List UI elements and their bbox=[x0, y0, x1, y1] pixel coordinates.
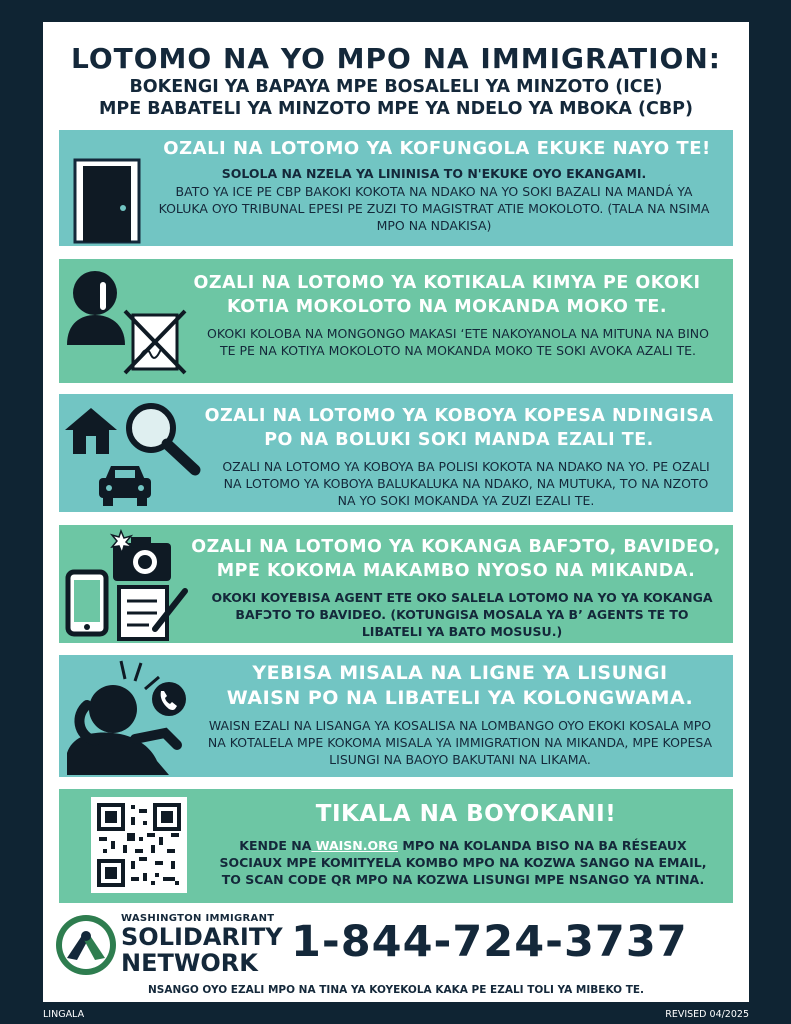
section-right-to-record bbox=[59, 525, 733, 643]
heading-line-2: PO NA BOLUKI SOKI MANDA EZALI TE. bbox=[264, 430, 654, 450]
body-suffix: MPO NA KOLANDA BISO NA BA RÉSEAUX SOCIAUX MPE KOMITYELA KOMBO MPO NA KOZWA SANGO NA EMAIL, TO SCAN CODE QR MPO NA KOZWA LISUNGI MPE NSANGO YA NTINA. bbox=[219, 838, 707, 887]
heading-line-1: OZALI NA LOTOMO YA KOBOYA KOPESA NDINGISA bbox=[204, 406, 714, 426]
page-subtitle bbox=[43, 76, 749, 120]
subtitle-line-1: BOKENGI YA BAPAYA MPE BOSALELI YA MINZOTO (ICE) bbox=[129, 77, 663, 97]
hotline-caller-icon bbox=[65, 657, 205, 775]
section-body: OZALI NA LOTOMO YA KOBOYA BA POLISI KOKOTA NA NDAKO NA YO. PE OZALI NA LOTOMO YA KOBOYA BALUKALUKA NA NDAKO, NA MUTUKA, TO NA NZOTO NA YO SOKI MOKANDA YA ZUZI EZALI TE. bbox=[222, 459, 710, 508]
door-icon bbox=[69, 158, 147, 244]
body-prefix: KENDE NA bbox=[239, 838, 312, 853]
heading-line-2: WAISN PO NA LIBATELI YA KOLONGWAMA. bbox=[226, 687, 694, 709]
section-stay-informed bbox=[59, 789, 733, 903]
heading-line-1: OZALI NA LOTOMO YA KOKANGA BAFƆTO, BAVIDEO, bbox=[191, 537, 721, 557]
section-heading: OZALI NA LOTOMO YA KOFUNGOLA EKUKE NAYO TE! bbox=[163, 138, 711, 159]
page-title: LOTOMO NA YO MPO NA IMMIGRATION: bbox=[71, 42, 721, 75]
logo-line-3: NETWORK bbox=[121, 949, 258, 977]
subtitle-line-2: MPE BABATELI YA MINZOTO MPE YA NDELO YA MBOKA (CBP) bbox=[98, 99, 694, 119]
clasped-hands-icon bbox=[53, 912, 119, 978]
section-heading bbox=[183, 535, 729, 583]
heading-line-1: OZALI NA LOTOMO YA KOTIKALA KIMYA PE OKOKI bbox=[193, 273, 701, 293]
section-heading bbox=[169, 271, 725, 319]
notepad-icon bbox=[115, 581, 189, 641]
revision-date: REVISED 04/2025 bbox=[665, 1009, 749, 1020]
section-report-activity bbox=[59, 655, 733, 777]
qr-code-icon[interactable] bbox=[91, 797, 187, 893]
flyer-sheet bbox=[43, 22, 749, 1002]
heading-line-1: YEBISA MISALA NA LIGNE YA LISUNGI bbox=[252, 662, 668, 684]
section-right-to-remain-silent bbox=[59, 259, 733, 383]
section-body bbox=[209, 837, 717, 888]
car-icon bbox=[95, 460, 155, 508]
section-bold-line: SOLOLA NA NZELA YA LININISA TO N'EKUKE OYO EKANGAMI. bbox=[221, 166, 647, 181]
logo-line-2: SOLIDARITY bbox=[121, 923, 283, 951]
house-icon bbox=[63, 404, 119, 456]
section-heading bbox=[193, 661, 727, 711]
hotline-number[interactable]: 1-844-724-3737 bbox=[291, 917, 688, 967]
language-label: LINGALA bbox=[43, 1009, 85, 1020]
section-body: OKOKI KOYEBISA AGENT ETE OKO SALELA LOTOMO NA YO YA KOKANGA BAFƆTO TO BAVIDEO. (KOTUNGISA MOSALA YA B’ AGENTS TE TO LIBATELI YA BATO MOSUSU.) bbox=[211, 590, 713, 639]
heading-line-2: KOTIA MOKOLOTO NA MOKANDA MOKO TE. bbox=[226, 297, 668, 317]
section-body: WAISN EZALI NA LISANGA YA KOSALISA NA LOMBANGO OYO EKOKI KOSALA MPO NA KOTALELA MPE KOKOMA MISALA YA IMMIGRATION NA MIKANDA, MPE KOPESA LISUNGI NA BAOYO BAKUTANI NA LIKAMA. bbox=[207, 718, 713, 767]
logo-line-1: WASHINGTON IMMIGRANT bbox=[121, 913, 275, 924]
heading-line-2: MPE KOKOMA MAKAMBO NYOSO NA MIKANDA. bbox=[216, 561, 696, 581]
section-right-to-not-open-door bbox=[59, 130, 733, 246]
section-heading bbox=[199, 404, 719, 452]
waisn-link[interactable]: WAISN.ORG bbox=[311, 838, 399, 853]
section-body: BATO YA ICE PE CBP BAKOKI KOKOTA NA NDAKO NA YO SOKI BAZALI NA MANDÁ YA KOLUKA OYO TRIBUNAL EPESI PE ZUZI TO MAGISTRAT ATIE MOKOLOTO. (TALA NA NSIMA MPO NA NDAKISA) bbox=[158, 184, 710, 233]
phone-icon bbox=[65, 569, 109, 637]
section-right-to-refuse-search bbox=[59, 394, 733, 512]
camera-icon bbox=[109, 529, 175, 583]
disclaimer: NSANGO OYO EZALI MPO NA TINA YA KOYEKOLA KAKA PE EZALI TOLI YA MIBEKO TE. bbox=[147, 984, 645, 996]
section-body: OKOKI KOLOBA NA MONGONGO MAKASI ‘ETE NAKOYANOLA NA MITUNA NA BINO TE PE NA KOTIYA MOKOLOTO NA MOKANDA MOKO TE SOKI AVOKA AZALI TE. bbox=[206, 326, 709, 358]
section-heading: TIKALA NA BOYOKANI! bbox=[315, 801, 617, 827]
